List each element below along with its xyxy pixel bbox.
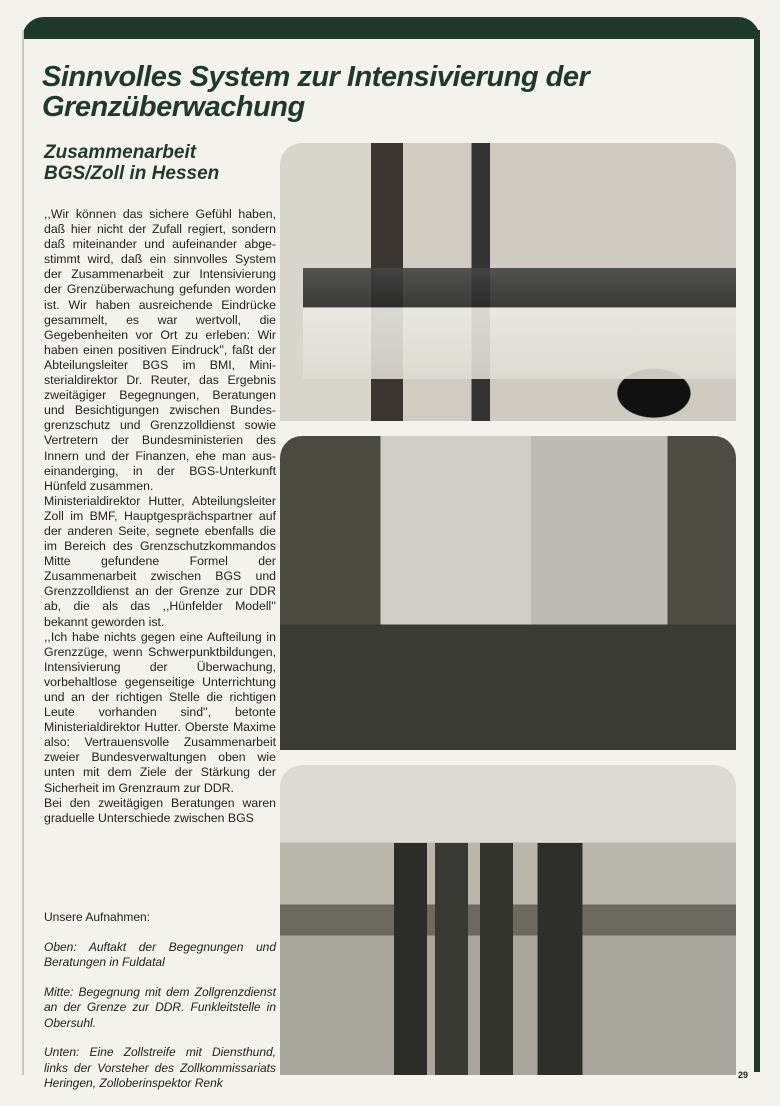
right-margin-rule xyxy=(754,30,760,1072)
paragraph: Bei den zweitägigen Beratungen waren graduelle Unterschiede zwischen BGS xyxy=(44,795,276,825)
photo-building-obersuhl xyxy=(280,436,736,750)
photo-captions xyxy=(44,910,276,1106)
header-band xyxy=(22,17,760,39)
caption-middle: Mitte: Begegnung mit dem Zollgrenzdienst an der Grenze zur DDR. Funkleitstelle in Obersuhl. xyxy=(44,984,276,1030)
article-body xyxy=(44,207,276,826)
paragraph: ,,Ich habe nichts gegen eine Aufteilung in Grenzzüge, wenn Schwerpunktbildungen, Intensivierung der Überwachung, vorbehaltlose gegenseitige Unterrichtung und an der richtigen Stelle die richtigen Leute vorhanden sind'', betonte Ministerialdirektor Hutter. Oberste Maxime also: Vertrauensvolle Zusammenarbeit zweier Bundesverwaltungen oben wie unten mit dem Ziele der Stärkung der Sicherheit im Grenzraum zur DDR. xyxy=(44,629,276,795)
page-number: 29 xyxy=(738,1070,749,1080)
left-edge-line xyxy=(22,30,24,1075)
paragraph: ,,Wir können das sichere Gefühl haben, daß hier nicht der Zufall regiert, sondern daß miteinander und aufeinander abgestimmt wird, daß ein sinnvolles System der Zusammenarbeit zur Intensivierung der Grenzüberwachung gefunden worden ist. Wir haben ausreichende Eindrücke gesammelt, es war wertvoll, die Gegebenheiten vor Ort zu erleben: Wir haben einen positiven Eindruck'', faßt der Abteilungsleiter BGS im BMI, Ministerialdirektor Dr. Reuter, das Ergebnis zweitägiger Begegnungen, Beratungen und Besichtigungen zwischen Bundesgrenzschutz und Grenzzolldienst sowie Vertretern der Bundesministerien des Innern und der Finanzen, ehe man auseinanderging, in der BGS-Unterkunft Hünfeld zusammen. xyxy=(44,207,276,493)
photo-meeting-fuldatal xyxy=(280,143,736,421)
caption-bottom: Unten: Eine Zollstreife mit Diensthund, links der Vorsteher des Zollkommissariats Heringen, Zolloberinspektor Renk xyxy=(44,1045,276,1090)
paragraph: Ministerialdirektor Hutter, Abteilungsleiter Zoll im BMF, Hauptgesprächspartner auf der anderen Seite, segnete ebenfalls die im Bereich des Grenzschutzkommandos Mitte gefundene Formel der Zusammenarbeit zwischen BGS und Grenzzolldienst an der Grenze zur DDR ab, die als das ,,Hünfelder Modell'' bekannt geworden ist. xyxy=(44,493,276,629)
article-title: Sinnvolles System zur Intensivierung der Grenzüberwachung xyxy=(42,61,590,123)
caption-top: Oben: Auftakt der Begegnungen und Beratungen in Fuldatal xyxy=(44,939,276,969)
captions-heading: Unsere Aufnahmen: xyxy=(44,910,151,924)
article-subtitle: Zusammenarbeit BGS/Zoll in Hessen xyxy=(44,142,220,184)
photo-customs-patrol-dog xyxy=(280,765,736,1075)
